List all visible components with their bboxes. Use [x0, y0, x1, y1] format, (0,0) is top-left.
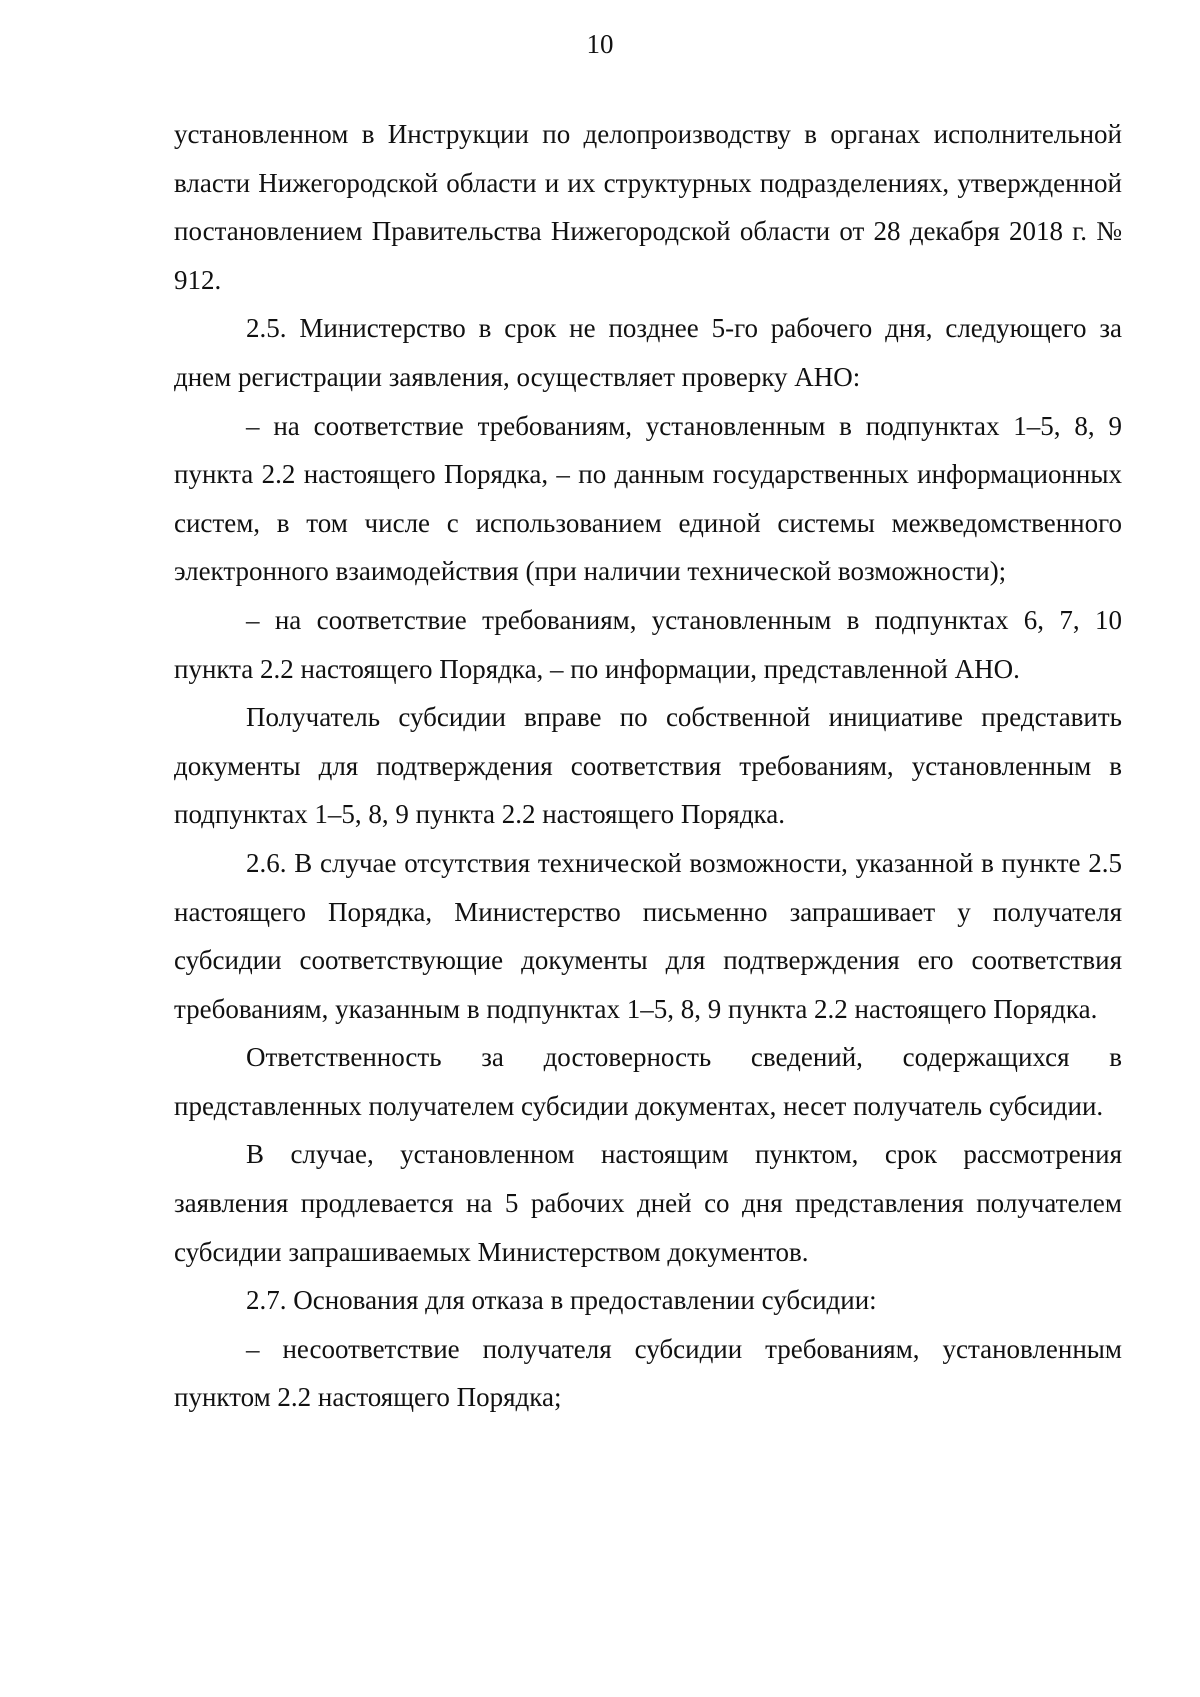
- page-number: 10: [586, 29, 614, 59]
- paragraph-recipient-initiative: Получатель субсидии вправе по собственной инициативе представить документы для подтверждения соответствия требованиям, установленным в подпунктах 1–5, 8, 9 пункта 2.2 настоящего Порядка.: [174, 702, 1122, 830]
- paragraph-refusal-ground: – несоответствие получателя субсидии требованиям, установленным пунктом 2.2 настоящего Порядка;: [174, 1333, 1122, 1413]
- paragraph-term-extension: В случае, установленном настоящим пунктом, срок рассмотрения заявления продлевается на 5 рабочих дней со дня представления получателем субсидии запрашиваемых Министерством документов.: [174, 1139, 1122, 1267]
- paragraph-2-5: 2.5. Министерство в срок не позднее 5-го рабочего дня, следующего за днем регистрации заявления, осуществляет проверку АНО:: [174, 313, 1122, 392]
- paragraph-responsibility: Ответственность за достоверность сведений, содержащихся в представленных получателем субсидии документах, несет получатель субсидии.: [174, 1042, 1122, 1121]
- paragraph-check-ano-info: – на соответствие требованиям, установленным в подпунктах 6, 7, 10 пункта 2.2 настоящего Порядка, – по информации, представленной АНО.: [174, 604, 1122, 684]
- paragraph-check-gis: – на соответствие требованиям, установленным в подпунктах 1–5, 8, 9 пункта 2.2 настоящего Порядка, – по данным государственных информационных систем, в том числе с использованием единой системы межведомственного электронного взаимодействия (при наличии технической возможности);: [174, 410, 1122, 587]
- paragraph-continuation: установленном в Инструкции по делопроизводству в органах исполнительной власти Нижегородской области и их структурных подразделениях, утвержденной постановлением Правительства Нижегородской области от 28 декабря 2018 г. № 912.: [174, 119, 1122, 295]
- paragraph-2-7: 2.7. Основания для отказа в предоставлении субсидии:: [246, 1285, 877, 1316]
- paragraph-2-6: 2.6. В случае отсутствия технической возможности, указанной в пункте 2.5 настоящего Порядка, Министерство письменно запрашивает у получателя субсидии соответствующие документы для подтверждения его соответствия требованиям, указанным в подпунктах 1–5, 8, 9 пункта 2.2 настоящего Порядка.: [174, 847, 1122, 1024]
- document-body: [174, 110, 1122, 1422]
